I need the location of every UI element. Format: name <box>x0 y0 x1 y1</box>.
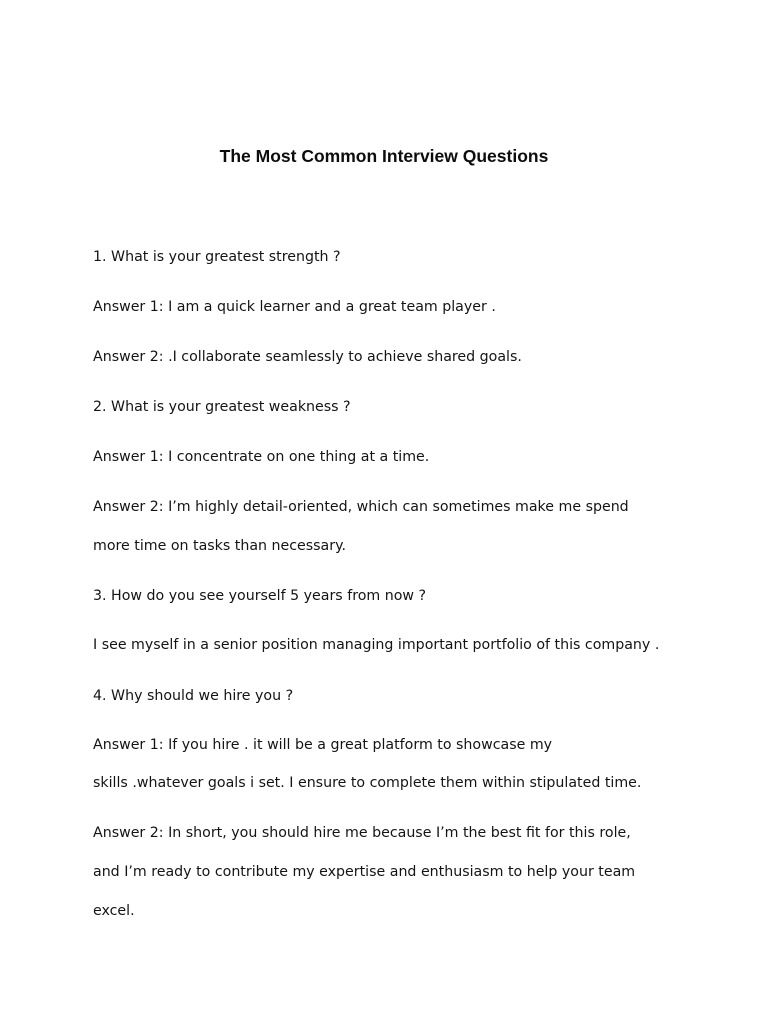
answer-4-2-line-1: Answer 2: In short, you should hire me because I’m the best fit for this role, <box>93 825 631 841</box>
answer-4-2-line-2: and I’m ready to contribute my expertise and enthusiasm to help your team <box>93 864 636 880</box>
answer-4-1-line-2: skills .whatever goals i set. I ensure to complete them within stipulated time. <box>93 775 642 791</box>
question-3: 3. How do you see yourself 5 years from now ? <box>93 588 427 604</box>
answer-3: I see myself in a senior position managing important portfolio of this company . <box>93 637 660 653</box>
question-2: 2. What is your greatest weakness ? <box>93 399 351 415</box>
answer-4-1-line-1: Answer 1: If you hire . it will be a great platform to showcase my <box>93 737 553 753</box>
question-1: 1. What is your greatest strength ? <box>93 249 341 265</box>
page-title: The Most Common Interview Questions <box>219 146 549 166</box>
answer-2-1: Answer 1: I concentrate on one thing at a time. <box>93 449 430 465</box>
answer-2-2-line-1: Answer 2: I’m highly detail-oriented, which can sometimes make me spend <box>93 499 629 515</box>
answer-1-2: Answer 2: .I collaborate seamlessly to achieve shared goals. <box>93 349 522 365</box>
question-4: 4. Why should we hire you ? <box>93 688 294 704</box>
answer-1-1: Answer 1: I am a quick learner and a great team player . <box>93 299 496 315</box>
answer-2-2-line-2: more time on tasks than necessary. <box>93 538 346 554</box>
answer-4-2-line-3: excel. <box>93 903 135 919</box>
